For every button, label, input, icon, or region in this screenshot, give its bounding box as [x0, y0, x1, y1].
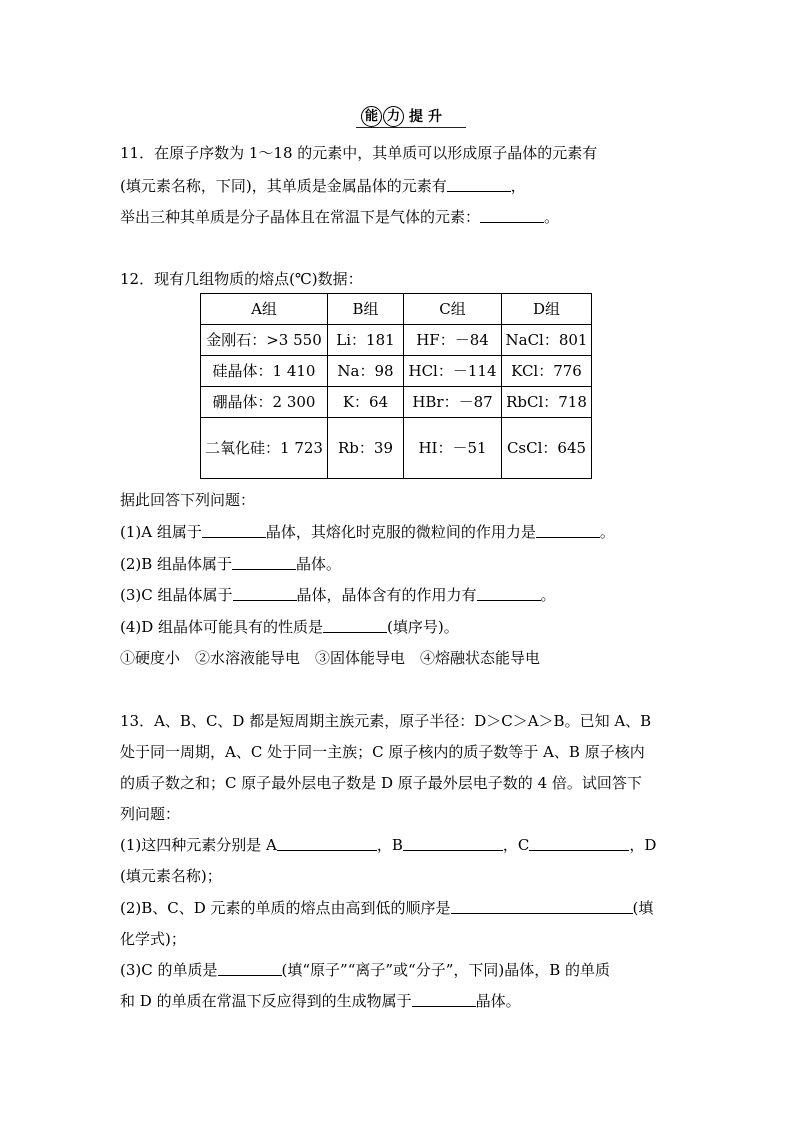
answer-blank[interactable] — [536, 523, 600, 538]
melting-point-table — [200, 293, 592, 479]
answer-blank[interactable] — [218, 961, 282, 976]
q13-text: ，C — [502, 836, 530, 854]
table-cell: Rb：39 — [328, 418, 404, 479]
answer-blank[interactable] — [233, 586, 297, 601]
q12-text: (4)D 组晶体可能具有的性质是 — [120, 618, 324, 636]
q13-part-1 — [120, 835, 656, 855]
table-cell: RbCl：718 — [502, 387, 592, 418]
q11-line-1: 11．在原子序数为 1～18 的元素中，其单质可以形成原子晶体的元素有 — [120, 144, 598, 162]
banner-title: 提升 — [409, 109, 447, 125]
q11-text: 举出三种其单质是分子晶体且在常温下是气体的元素： — [120, 208, 481, 226]
answer-blank[interactable] — [451, 899, 633, 914]
table-cell: KCl：776 — [502, 356, 592, 387]
q13-line-3: 的质子数之和；C 原子最外层电子数是 D 原子最外层电子数的 4 倍。试回答下 — [120, 774, 642, 792]
q11-line-3 — [120, 207, 559, 227]
q12-part-1 — [120, 522, 615, 542]
q11-text: ， — [510, 177, 526, 195]
table-header-cell: A组 — [201, 294, 328, 325]
table-row — [201, 356, 592, 387]
answer-blank[interactable] — [412, 992, 476, 1007]
answer-blank[interactable] — [477, 586, 541, 601]
q13-line-1: 13．A、B、C、D 都是短周期主族元素，原子半径：D＞C＞A＞B。已知 A、B — [120, 712, 652, 730]
table-cell: 金刚石：>3 550 — [201, 325, 328, 356]
answer-blank[interactable] — [232, 555, 296, 570]
q11-text: (填元素名称，下同)，其单质是金属晶体的元素有 — [120, 177, 447, 195]
answer-blank[interactable] — [480, 208, 544, 223]
table-cell: HF：－84 — [404, 325, 502, 356]
q12-text: (3)C 组晶体属于 — [120, 586, 233, 604]
table-cell: HI：－51 — [404, 418, 502, 479]
q11-text: 。 — [544, 208, 560, 226]
q13-part-3 — [120, 960, 610, 980]
q12-part-2 — [120, 554, 341, 574]
q12-text: 。 — [540, 586, 556, 604]
q13-text: ，B — [376, 836, 403, 854]
table-header-row — [201, 294, 592, 325]
q12-text: 晶体，晶体含有的作用力有 — [296, 586, 477, 604]
q13-line-2: 处于同一周期，A、C 处于同一主族；C 原子核内的质子数等于 A、B 原子核内 — [120, 743, 645, 761]
q13-part-3-cont — [120, 991, 521, 1011]
table-cell: CsCl：645 — [502, 418, 592, 479]
table-row — [201, 387, 592, 418]
q12-text: (填序号)。 — [387, 618, 459, 636]
banner-underline — [356, 127, 466, 128]
q12-intro: 12．现有几组物质的熔点(℃)数据： — [120, 270, 363, 288]
table-cell: Na：98 — [328, 356, 404, 387]
q12-text: 晶体。 — [296, 555, 342, 573]
table-header-cell: D组 — [502, 294, 592, 325]
q13-part-1-cont: (填元素名称)； — [120, 867, 222, 885]
q12-text: (1)A 组属于 — [120, 523, 202, 541]
q13-part-2 — [120, 898, 653, 918]
q13-text: (3)C 的单质是 — [120, 961, 218, 979]
table-cell: HCl：－114 — [404, 356, 502, 387]
answer-blank[interactable] — [277, 836, 377, 851]
q13-line-4: 列问题： — [120, 805, 181, 823]
q13-text: (2)B、C、D 元素的单质的熔点由高到低的顺序是 — [120, 899, 451, 917]
table-row — [201, 418, 592, 479]
q12-text: 。 — [599, 523, 615, 541]
q13-text: 和 D 的单质在常温下反应得到的生成物属于 — [120, 992, 412, 1010]
table-cell: 二氧化硅：1 723 — [201, 418, 328, 479]
table-cell: 硅晶体：1 410 — [201, 356, 328, 387]
q13-text: (填“原子”“离子”或“分子”，下同)晶体，B 的单质 — [281, 961, 611, 979]
q13-text: (1)这四种元素分别是 A — [120, 836, 277, 854]
answer-blank[interactable] — [323, 618, 387, 633]
q13-part-2-cont: 化学式)； — [120, 930, 186, 948]
answer-blank[interactable] — [529, 836, 629, 851]
q11-line-2 — [120, 176, 526, 196]
answer-blank[interactable] — [447, 177, 511, 192]
banner-circled-char: 能 — [361, 106, 382, 127]
table-cell: HBr：－87 — [404, 387, 502, 418]
answer-blank[interactable] — [403, 836, 503, 851]
section-banner — [356, 104, 466, 130]
q12-options: ①硬度小 ②水溶液能导电 ③固体能导电 ④熔融状态能导电 — [120, 649, 541, 667]
table-row — [201, 325, 592, 356]
table-header-cell: C组 — [404, 294, 502, 325]
table-cell: K：64 — [328, 387, 404, 418]
q12-part-3 — [120, 585, 556, 605]
banner-circled-char: 力 — [383, 106, 404, 127]
q13-text: 晶体。 — [475, 992, 521, 1010]
table-cell: NaCl：801 — [502, 325, 592, 356]
q12-text: 晶体，其熔化时克服的微粒间的作用力是 — [265, 523, 536, 541]
answer-blank[interactable] — [202, 523, 266, 538]
q12-text: (2)B 组晶体属于 — [120, 555, 233, 573]
q13-text: ，D — [629, 836, 657, 854]
table-cell: 硼晶体：2 300 — [201, 387, 328, 418]
table-cell: Li：181 — [328, 325, 404, 356]
q12-ask: 据此回答下列问题： — [120, 491, 256, 509]
table-header-cell: B组 — [328, 294, 404, 325]
q12-part-4 — [120, 617, 459, 637]
q13-text: (填 — [632, 899, 654, 917]
